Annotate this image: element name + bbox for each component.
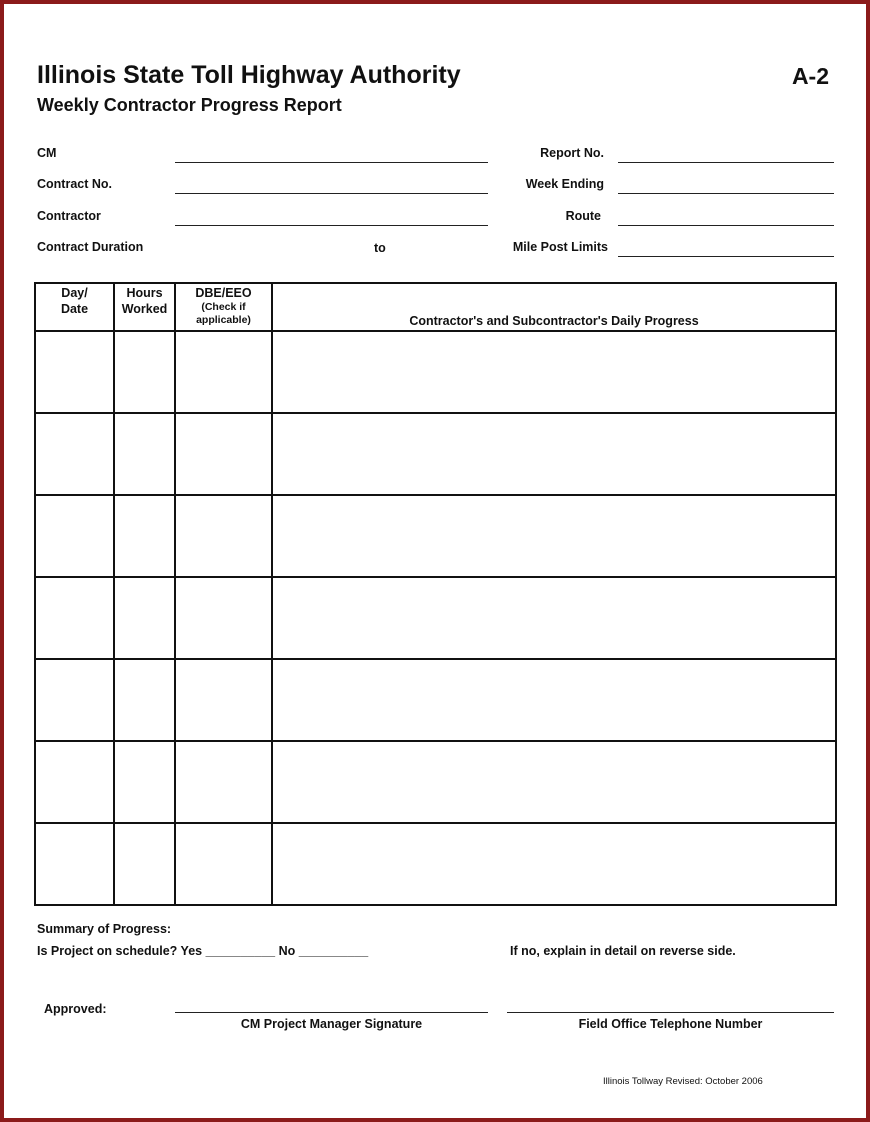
dbe-eeo-cell[interactable] — [175, 413, 272, 495]
hours-cell[interactable] — [114, 741, 175, 823]
hours-worked-header — [114, 283, 175, 331]
dbe-eeo-cell[interactable] — [175, 577, 272, 659]
signature-line[interactable] — [175, 1012, 488, 1013]
hours-cell[interactable] — [114, 823, 175, 905]
table-row — [35, 577, 836, 659]
explain-note: If no, explain in detail on reverse side. — [510, 944, 736, 958]
progress-cell[interactable] — [272, 823, 836, 905]
hours-header-line1: Hours — [126, 286, 163, 300]
day-date-header-line1: Day/ — [61, 286, 88, 300]
day-date-cell[interactable] — [35, 495, 114, 577]
progress-cell[interactable] — [272, 577, 836, 659]
contractor-label: Contractor — [37, 209, 101, 223]
hours-cell[interactable] — [114, 413, 175, 495]
hours-cell[interactable] — [114, 495, 175, 577]
schedule-question: Is Project on schedule? Yes __________ No __________ — [37, 944, 369, 958]
contract-no-label: Contract No. — [37, 177, 112, 191]
table-row — [35, 413, 836, 495]
table-row — [35, 659, 836, 741]
dbe-header-line1: DBE/EEO — [195, 286, 252, 300]
daily-progress-header: Contractor's and Subcontractor's Daily Progress — [272, 283, 836, 331]
progress-cell[interactable] — [272, 741, 836, 823]
table-row — [35, 331, 836, 413]
progress-cell[interactable] — [272, 495, 836, 577]
contract-no-field[interactable] — [175, 193, 488, 194]
table-row — [35, 823, 836, 905]
week-ending-field[interactable] — [618, 193, 834, 194]
report-no-field[interactable] — [618, 162, 834, 163]
hours-cell[interactable] — [114, 331, 175, 413]
cm-field[interactable] — [175, 162, 488, 163]
document-title: Illinois State Toll Highway Authority — [37, 61, 461, 89]
dbe-header-line3: applicable) — [196, 314, 251, 326]
day-date-cell[interactable] — [35, 741, 114, 823]
dbe-eeo-cell[interactable] — [175, 331, 272, 413]
table-row — [35, 495, 836, 577]
approved-label: Approved: — [44, 1002, 107, 1016]
progress-cell[interactable] — [272, 413, 836, 495]
dbe-eeo-cell[interactable] — [175, 823, 272, 905]
contractor-field[interactable] — [175, 225, 488, 226]
contract-duration-label: Contract Duration — [37, 240, 144, 254]
table-row — [35, 741, 836, 823]
dbe-eeo-header — [175, 283, 272, 331]
day-date-cell[interactable] — [35, 659, 114, 741]
signature-label: CM Project Manager Signature — [240, 1017, 423, 1031]
duration-to-label: to — [374, 241, 386, 255]
route-field[interactable] — [618, 225, 834, 226]
dbe-header-line2: (Check if — [201, 301, 246, 313]
mile-post-limits-field[interactable] — [618, 256, 834, 257]
dbe-eeo-cell[interactable] — [175, 659, 272, 741]
telephone-label: Field Office Telephone Number — [578, 1017, 763, 1031]
progress-cell[interactable] — [272, 331, 836, 413]
revision-note: Illinois Tollway Revised: October 2006 — [603, 1076, 763, 1087]
daily-progress-table — [34, 282, 837, 906]
progress-cell[interactable] — [272, 659, 836, 741]
day-date-header-line2: Date — [60, 302, 89, 316]
day-date-header — [35, 283, 114, 331]
dbe-eeo-cell[interactable] — [175, 741, 272, 823]
document-subtitle: Weekly Contractor Progress Report — [37, 95, 342, 115]
day-date-cell[interactable] — [35, 331, 114, 413]
hours-header-line2: Worked — [121, 302, 168, 316]
cm-label: CM — [37, 146, 57, 160]
telephone-line[interactable] — [507, 1012, 834, 1013]
summary-label: Summary of Progress: — [37, 922, 172, 936]
form-number: A-2 — [791, 63, 829, 89]
dbe-eeo-cell[interactable] — [175, 495, 272, 577]
hours-cell[interactable] — [114, 577, 175, 659]
hours-cell[interactable] — [114, 659, 175, 741]
mile-post-limits-label: Mile Post Limits — [512, 240, 608, 254]
route-label: Route — [565, 209, 601, 223]
table-header-row — [35, 283, 836, 331]
week-ending-label: Week Ending — [525, 177, 604, 191]
day-date-cell[interactable] — [35, 413, 114, 495]
report-no-label: Report No. — [540, 146, 604, 160]
day-date-cell[interactable] — [35, 823, 114, 905]
day-date-cell[interactable] — [35, 577, 114, 659]
